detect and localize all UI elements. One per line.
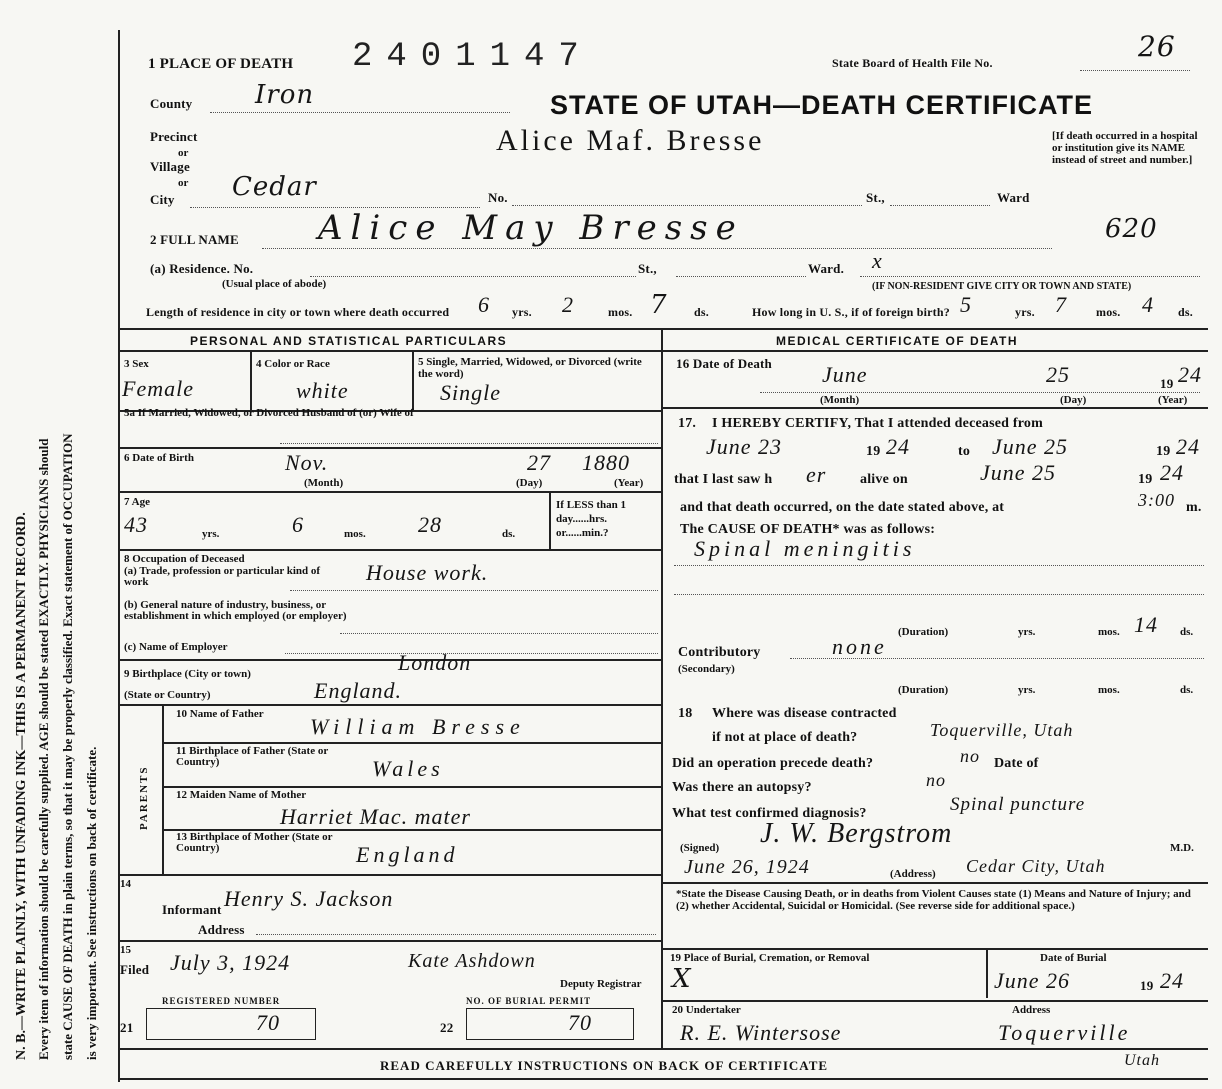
registered-number: 70	[256, 1010, 280, 1035]
age-days: 28	[418, 512, 442, 537]
side-instructions-1: Every item of information should be carefully supplied. AGE should be stated EXACTLY. PHYSICIANS should	[36, 438, 51, 1060]
place-of-death-label: 1 PLACE OF DEATH	[148, 56, 294, 72]
dob-day: 27	[527, 450, 551, 475]
footer-instructions: READ CAREFULLY INSTRUCTIONS ON BACK OF CERTIFICATE	[380, 1058, 829, 1073]
birthplace-city: London	[398, 650, 472, 675]
burial-permit-number: 70	[568, 1010, 592, 1035]
physician-address: Cedar City, Utah	[966, 856, 1106, 876]
residence-label: (a) Residence. No.	[150, 261, 254, 276]
ward-value: x	[872, 248, 883, 273]
dob-month: Nov.	[285, 450, 329, 475]
time-of-death: 3:00	[1138, 490, 1175, 510]
county-value: Iron	[255, 80, 315, 110]
ward-label: Ward	[997, 190, 1030, 205]
medical-section-title: MEDICAL CERTIFICATE OF DEATH	[776, 334, 1018, 348]
undertaker-address: Toquerville	[998, 1020, 1131, 1045]
marital-value: Single	[440, 380, 501, 405]
burial-date: June 26	[994, 968, 1071, 993]
precinct-label: Precinct	[150, 129, 198, 144]
undertaker-name: R. E. Wintersose	[680, 1020, 842, 1045]
certificate-title: STATE OF UTAH—DEATH CERTIFICATE	[550, 90, 1093, 120]
filed-date: July 3, 1924	[170, 950, 291, 975]
informant-name: Henry S. Jackson	[224, 886, 394, 911]
margin-number: 620	[1105, 214, 1158, 244]
certificate-number: 2401147	[352, 38, 593, 76]
residence-sublabel: (Usual place of abode)	[222, 278, 327, 290]
cause-of-death: Spinal meningitis	[694, 536, 916, 561]
mother-birthplace: England	[356, 842, 459, 867]
physician-sign-date: June 26, 1924	[684, 856, 810, 878]
birthplace-country: England.	[314, 678, 403, 703]
contributory-cause: none	[832, 634, 887, 659]
diagnosis-test: Spinal puncture	[950, 794, 1086, 815]
side-instructions-3: is very important. See instructions on back of certificate.	[84, 746, 99, 1060]
physician-signature: J. W. Bergstrom	[760, 818, 953, 849]
side-instructions-2: state CAUSE OF DEATH in plain terms, so that it may be properly classified. Exact statement of OCCUPATION	[60, 433, 75, 1060]
contracted-place: Toquerville, Utah	[930, 720, 1074, 740]
side-warning: N. B.—WRITE PLAINLY, WITH UNFADING INK—THIS IS A PERMANENT RECORD.	[14, 512, 29, 1060]
occupation-value: House work.	[366, 560, 489, 585]
death-year: 24	[1178, 362, 1202, 387]
attended-from: June 23	[706, 434, 783, 459]
duration-months: 14	[1134, 612, 1158, 637]
county-label: County	[150, 96, 193, 111]
age-months: 6	[292, 512, 304, 537]
less-than-label: If LESS than 1 day......hrs. or......min.?	[556, 499, 627, 539]
operation-value: no	[960, 746, 980, 766]
father-name: William Bresse	[310, 714, 526, 739]
full-name-label: 2 FULL NAME	[150, 232, 239, 247]
death-month: June	[822, 362, 868, 387]
name-annotation: Alice Maf. Bresse	[496, 124, 765, 157]
st-label: St.,	[866, 190, 885, 205]
certify-text: I HEREBY CERTIFY, That I attended deceased from	[712, 416, 1043, 431]
father-birthplace: Wales	[372, 756, 444, 781]
mother-name: Harriet Mac. mater	[280, 804, 471, 829]
undertaker-state: Utah	[1124, 1052, 1160, 1069]
last-seen-date: June 25	[980, 460, 1057, 485]
death-day: 25	[1046, 362, 1070, 387]
attended-to: June 25	[992, 434, 1069, 459]
age-years: 43	[124, 512, 148, 537]
us-residence-label: How long in U. S., if of foreign birth?	[752, 305, 950, 319]
registrar-signature: Kate Ashdown	[408, 950, 536, 972]
sex-value: Female	[122, 376, 194, 401]
parents-label: PARENTS	[138, 765, 150, 830]
cause-footnote: *State the Disease Causing Death, or in deaths from Violent Causes state (1) Means and Nature of Injury; and (2) whether Accidental, Suicidal or Homicidal. (See reverse side for additional space.)	[676, 888, 1191, 912]
autopsy-value: no	[926, 770, 946, 790]
color-value: white	[296, 378, 349, 403]
dob-year: 1880	[582, 450, 630, 475]
city-label: City	[150, 192, 175, 207]
no-label: No.	[488, 190, 508, 205]
nonresident-note: (IF NON-RESIDENT GIVE CITY OR TOWN AND STATE)	[872, 281, 1132, 292]
burial-place: X	[672, 964, 692, 994]
length-residence-label: Length of residence in city or town where death occurred	[146, 305, 450, 319]
village-label: Village	[150, 159, 190, 174]
hospital-note: [If death occurred in a hospital or institution give its NAME instead of street and number.]	[1052, 130, 1198, 166]
full-name-value: Alice May Bresse	[318, 208, 744, 248]
spouse-label: 5a If Married, Widowed, or Divorced Husband of (or) Wife of	[124, 407, 414, 419]
state-board-label: State Board of Health File No.	[832, 56, 993, 70]
state-board-file-no: 26	[1138, 30, 1176, 63]
personal-section-title: PERSONAL AND STATISTICAL PARTICULARS	[190, 334, 508, 348]
city-value: Cedar	[232, 172, 317, 202]
